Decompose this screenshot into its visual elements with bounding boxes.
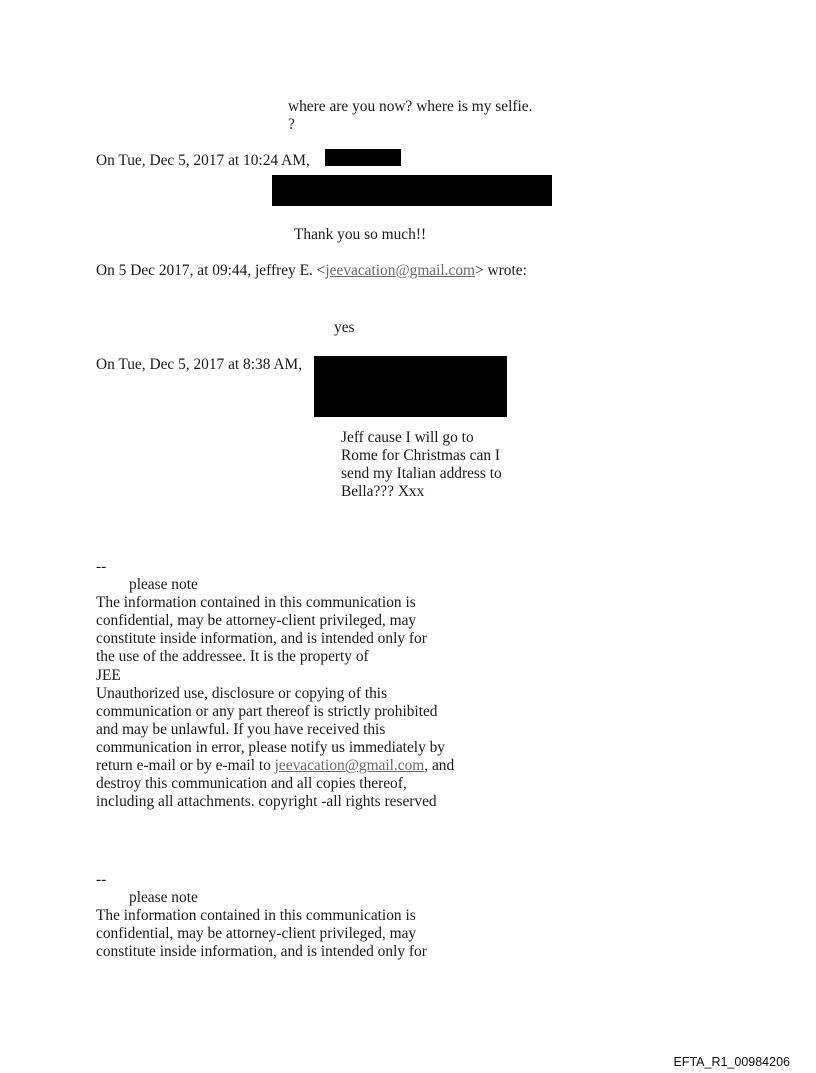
disclaimer-line: confidential, may be attorney-client privileged, may xyxy=(96,612,417,630)
reply-header: On Tue, Dec 5, 2017 at 8:38 AM, xyxy=(96,356,303,373)
disclaimer-line: including all attachments. copyright -all rights reserved xyxy=(96,793,437,811)
reply-header: On Tue, Dec 5, 2017 at 10:24 AM, xyxy=(96,152,310,169)
message-line: Jeff cause I will go to xyxy=(341,429,474,446)
disclaimer-line: Unauthorized use, disclosure or copying of this xyxy=(96,684,388,702)
reply-header-suffix: > wrote: xyxy=(475,262,527,279)
disclaimer-line: JEE xyxy=(96,666,121,684)
separator: -- xyxy=(96,558,107,575)
message-text: Thank you so much!! xyxy=(294,226,427,243)
redaction-block xyxy=(325,149,401,166)
disclaimer-line: The information contained in this communication is xyxy=(96,907,416,925)
reply-header xyxy=(96,262,527,280)
message-text: yes xyxy=(334,319,355,336)
email-link[interactable]: jeevacation@gmail.com xyxy=(274,757,425,775)
disclaimer-text: return e-mail or by e-mail to xyxy=(96,757,275,775)
disclaimer-text: , and xyxy=(424,757,455,775)
disclaimer-line: destroy this communication and all copies thereof, xyxy=(96,775,407,793)
email-link[interactable]: jeevacation@gmail.com xyxy=(325,262,476,279)
separator: -- xyxy=(96,871,107,888)
message-line: ? xyxy=(288,116,295,133)
disclaimer-line: The information contained in this communication is xyxy=(96,594,416,612)
disclaimer xyxy=(96,558,454,811)
disclaimer-line: confidential, may be attorney-client privileged, may xyxy=(96,925,417,943)
message-line: where are you now? where is my selfie. xyxy=(288,98,533,115)
disclaimer-note: please note xyxy=(129,576,198,594)
reply-header-prefix: On 5 Dec 2017, at 09:44, jeffrey E. < xyxy=(96,262,326,279)
disclaimer-line xyxy=(96,757,454,775)
disclaimer-note: please note xyxy=(129,889,198,907)
document-id: EFTA_R1_00984206 xyxy=(673,1055,790,1069)
disclaimer-line: constitute inside information, and is intended only for xyxy=(96,630,427,648)
disclaimer-line: and may be unlawful. If you have received this xyxy=(96,720,386,738)
disclaimer-line: constitute inside information, and is intended only for xyxy=(96,943,427,961)
disclaimer-line: communication or any part thereof is strictly prohibited xyxy=(96,702,438,720)
message-line: Bella??? Xxx xyxy=(341,483,425,500)
redaction-block xyxy=(272,175,552,206)
disclaimer-line: the use of the addressee. It is the property of xyxy=(96,648,369,666)
redaction-block xyxy=(314,356,507,417)
disclaimer xyxy=(96,871,427,961)
message-line: send my Italian address to xyxy=(341,465,502,482)
message-line: Rome for Christmas can I xyxy=(341,447,501,464)
disclaimer-line: communication in error, please notify us immediately by xyxy=(96,738,446,756)
